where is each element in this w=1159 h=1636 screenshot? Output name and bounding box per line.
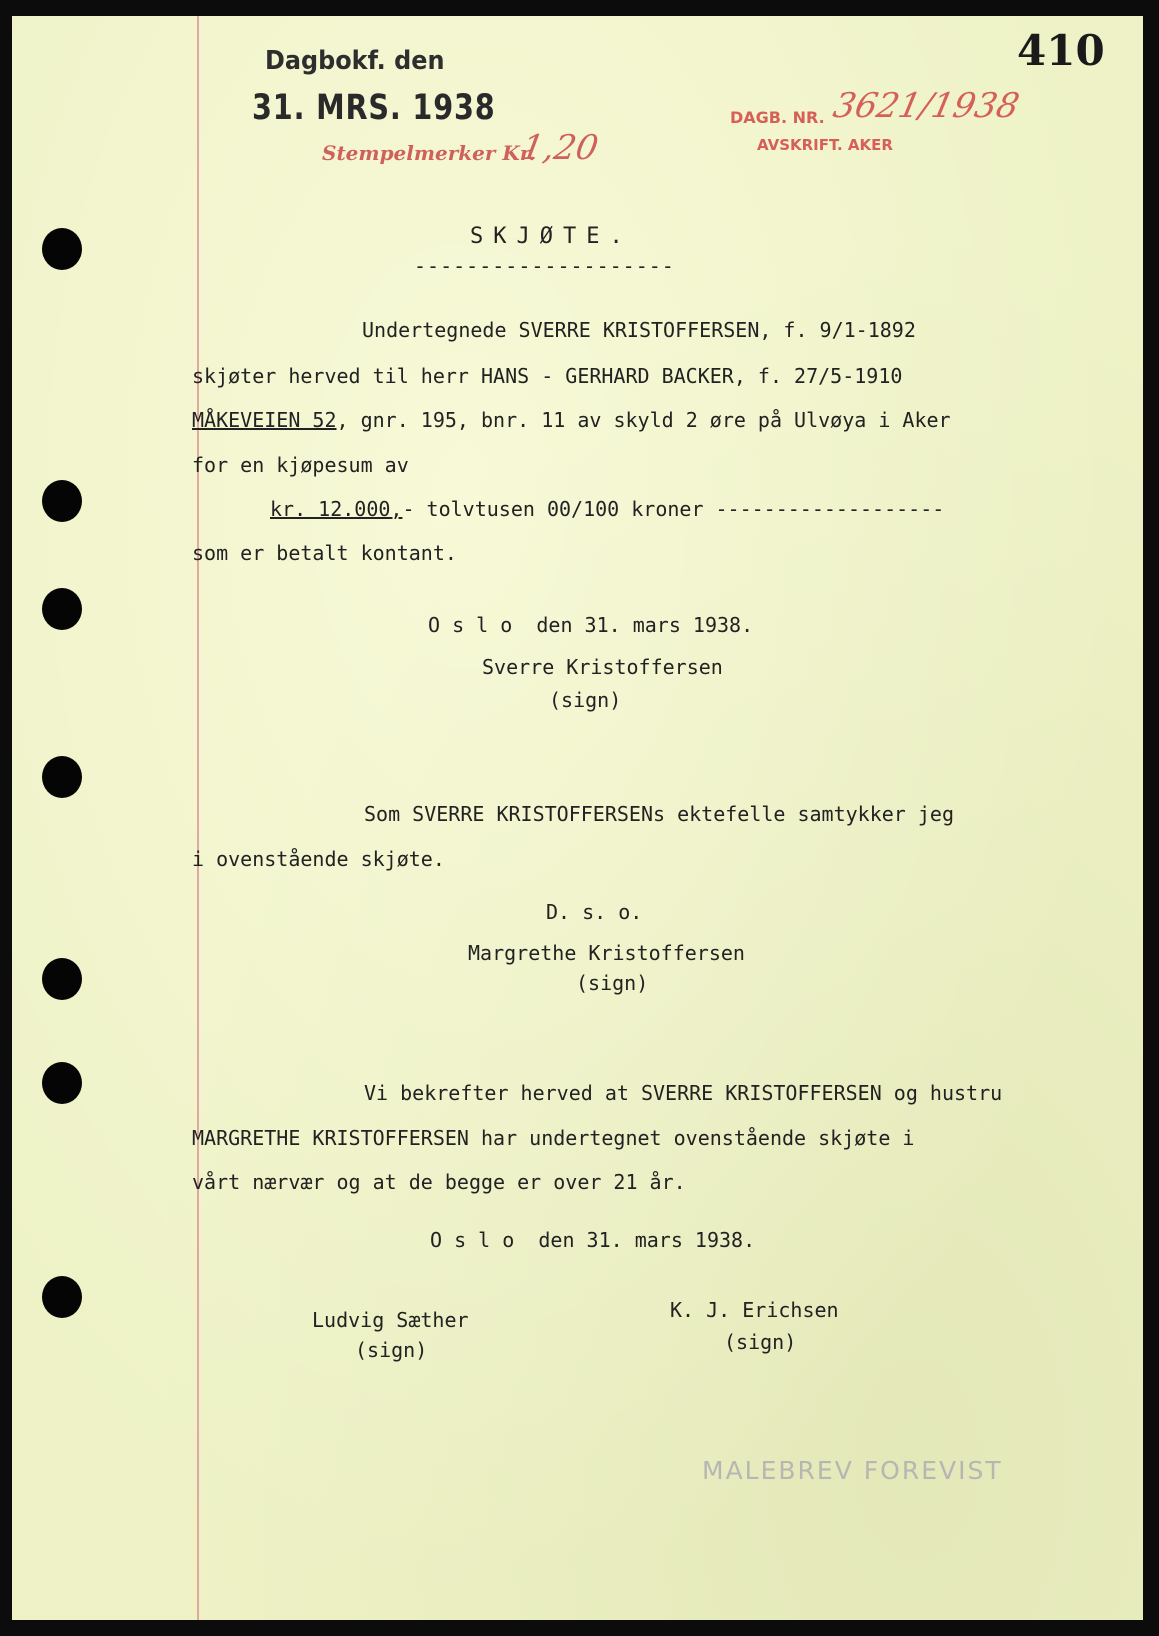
paragraph-1-line-2: skjøter herved til herr HANS - GERHARD BACKER, f. 27/5-1910 (192, 364, 903, 388)
place-date-1: O s l o den 31. mars 1938. (428, 613, 754, 637)
document-page (12, 16, 1143, 1620)
stempelmerker-amount: 1,20 (518, 128, 602, 168)
punch-hole (42, 958, 82, 1000)
dagbok-stamp: Dagbokf. den (265, 46, 445, 76)
signer-1-name: Sverre Kristoffersen (482, 655, 723, 679)
page-number: 410 (1017, 26, 1105, 75)
stempelmerker-stamp: Stempelmerker Kr. (322, 141, 536, 165)
paragraph-1-line-3: MÅKEVEIEN 52, gnr. 195, bnr. 11 av skyld 2 øre på Ulvøya i Aker (192, 408, 951, 432)
paragraph-2-line-2: i ovenstående skjøte. (192, 847, 445, 871)
margin-rule (197, 16, 199, 1620)
paragraph-3-line-1: Vi bekrefter herved at SVERRE KRISTOFFERSEN og hustru (364, 1081, 1003, 1105)
punch-hole (42, 756, 82, 798)
punch-hole (42, 1062, 82, 1104)
property-address: MÅKEVEIEN 52 (192, 408, 337, 432)
punch-hole (42, 588, 82, 630)
signer-2-name: Margrethe Kristoffersen (468, 941, 745, 965)
paragraph-3-line-3: vårt nærvær og at de begge er over 21 år. (192, 1170, 686, 1194)
witness-2-name: K. J. Erichsen (670, 1298, 839, 1322)
witness-1-name: Ludvig Sæther (312, 1308, 469, 1332)
dagb-nr-value: 3621/1938 (829, 86, 1023, 126)
punch-hole (42, 480, 82, 522)
paragraph-1-line-5: kr. 12.000,- tolvtusen 00/100 kroner ------------------- (270, 497, 945, 521)
purchase-amount: kr. 12.000, (270, 497, 403, 521)
document-title: SKJØTE. (470, 224, 633, 249)
place-date-2: O s l o den 31. mars 1938. (430, 1228, 756, 1252)
signer-1-sign: (sign) (549, 688, 622, 712)
title-rule: -------------------- (414, 254, 675, 278)
punch-hole (42, 1276, 82, 1318)
witness-2-sign: (sign) (724, 1330, 797, 1354)
witness-1-sign: (sign) (355, 1338, 428, 1362)
dagb-nr-stamp: DAGB. NR. (730, 108, 825, 127)
paragraph-1-line-6: som er betalt kontant. (192, 541, 457, 565)
paragraph-1-line-1: Undertegnede SVERRE KRISTOFFERSEN, f. 9/1-1892 (362, 318, 916, 342)
paragraph-2-line-1: Som SVERRE KRISTOFFERSENs ektefelle samtykker jeg (364, 802, 955, 826)
date-stamp: 31. MRS. 1938 (252, 88, 496, 128)
malebrev-stamp: MALEBREV FOREVIST (702, 1456, 1003, 1485)
paragraph-3-line-2: MARGRETHE KRISTOFFERSEN har undertegnet ovenstående skjøte i (192, 1126, 915, 1150)
avskrift-stamp: AVSKRIFT. AKER (757, 136, 893, 154)
paragraph-1-line-4: for en kjøpesum av (192, 453, 409, 477)
punch-hole (42, 228, 82, 270)
dso: D. s. o. (546, 900, 643, 924)
signer-2-sign: (sign) (576, 971, 649, 995)
